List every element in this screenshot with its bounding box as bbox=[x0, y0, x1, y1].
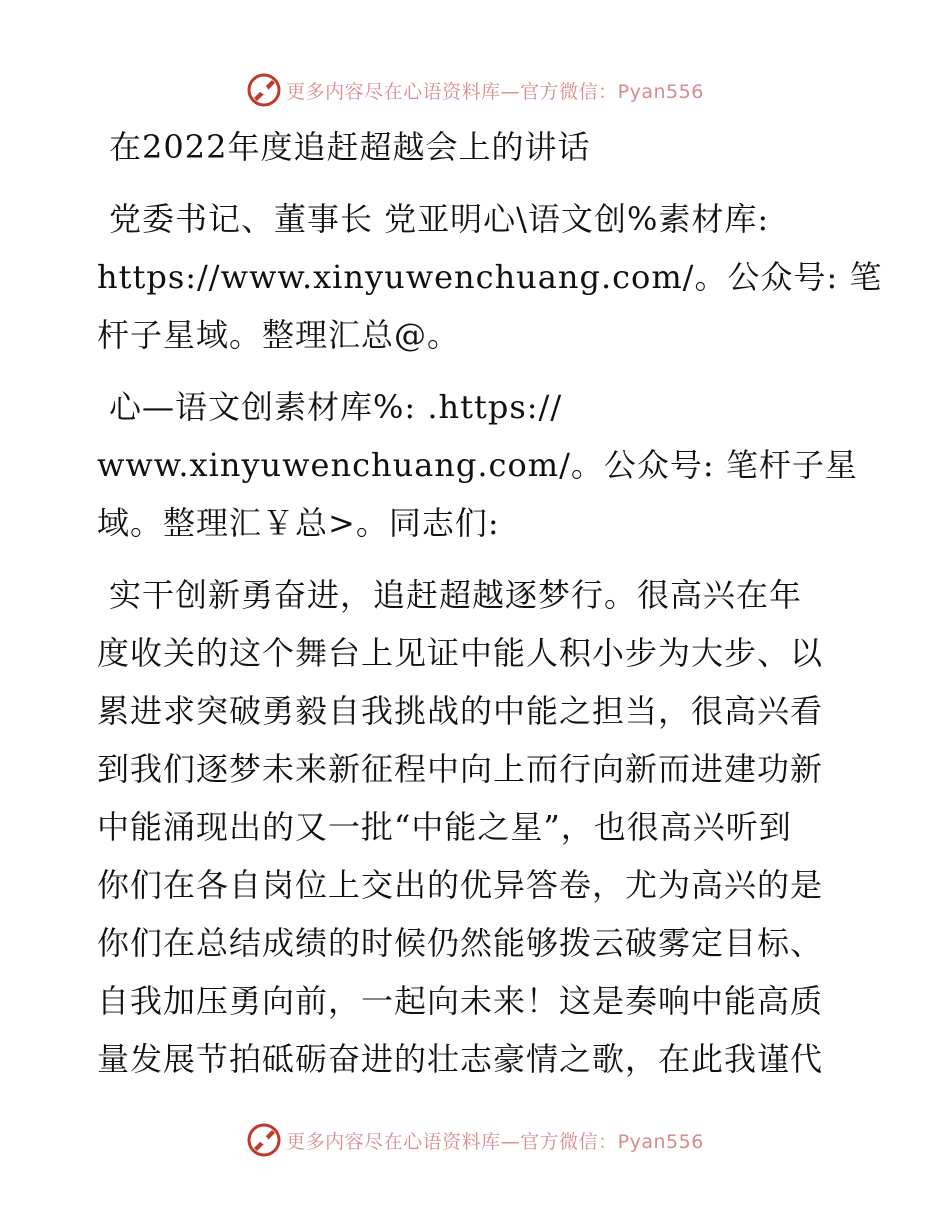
paragraph-line: 度收关的这个舞台上见证中能人积小步为大步、以 bbox=[97, 634, 824, 672]
paragraph-line: 你们在各自岗位上交出的优异答卷，尤为高兴的是 bbox=[97, 866, 824, 904]
watermark-banner-bottom bbox=[0, 1120, 950, 1160]
watermark-text: 更多内容尽在心语资料库—官方微信：Pyan556 bbox=[286, 80, 704, 103]
paragraph-line: 中能涌现出的又一批“中能之星”，也很高兴听到 bbox=[97, 808, 792, 846]
paragraph-line: 心—语文创素材库%: .https:// bbox=[109, 388, 563, 426]
document-body bbox=[97, 118, 883, 1088]
logo-icon bbox=[246, 1122, 282, 1158]
paragraph-line: https://www.xinyuwenchuang.com/。公众号: 笔 bbox=[97, 258, 883, 296]
paragraph-line: 域。整理汇￥总>。同志们: bbox=[97, 504, 500, 542]
paragraph-greeting bbox=[97, 378, 857, 552]
paragraph-line: 累进求突破勇毅自我挑战的中能之担当，很高兴看 bbox=[97, 692, 824, 730]
paragraph-line: 实干创新勇奋进，追赶超越逐梦行。很高兴在年 bbox=[109, 576, 803, 614]
logo-icon bbox=[246, 72, 282, 108]
paragraph-line: 到我们逐梦未来新征程中向上而行向新而进建功新 bbox=[97, 750, 824, 788]
paragraph-line: 量发展节拍砥砺奋进的壮志豪情之歌，在此我谨代 bbox=[97, 1040, 824, 1078]
paragraph-body bbox=[97, 566, 857, 1088]
paragraph-line: 杆子星域。整理汇总@。 bbox=[97, 316, 461, 354]
document-title: 在2022年度追赶超越会上的讲话 bbox=[109, 128, 591, 166]
watermark-banner-top bbox=[0, 70, 950, 110]
paragraph-line: www.xinyuwenchuang.com/。公众号: 笔杆子星 bbox=[97, 446, 858, 484]
paragraph-line: 自我加压勇向前，一起向未来！这是奏响中能高质 bbox=[97, 982, 824, 1020]
paragraph-line: 党委书记、董事长 党亚明心\语文创%素材库: bbox=[109, 200, 770, 238]
watermark-text: 更多内容尽在心语资料库—官方微信：Pyan556 bbox=[286, 1130, 704, 1153]
paragraph-author bbox=[97, 190, 883, 364]
paragraph-line: 你们在总结成绩的时候仍然能够拨云破雾定目标、 bbox=[97, 924, 824, 962]
